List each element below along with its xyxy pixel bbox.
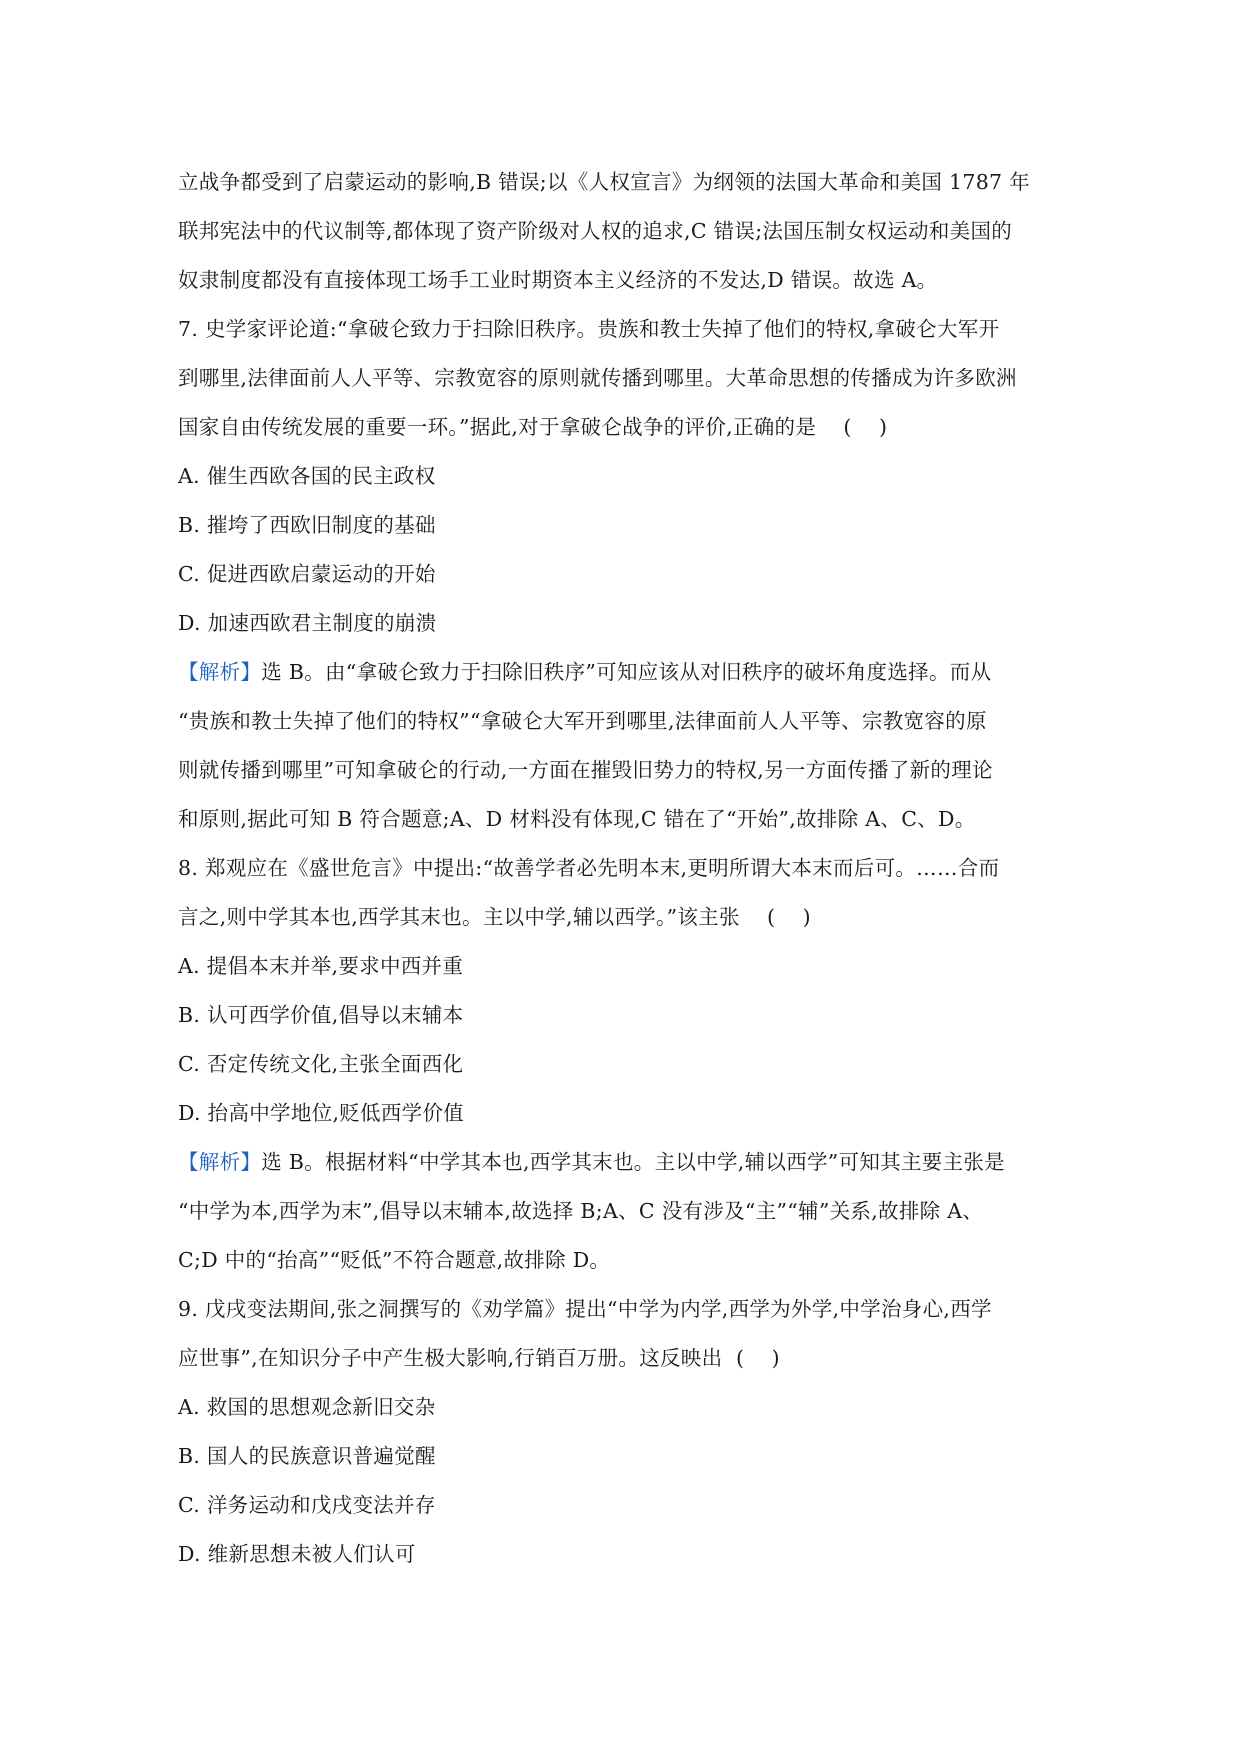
analysis-line: “贵族和教士失掉了他们的特权”“拿破仑大军开到哪里,法律面前人人平等、宗教宽容的原 xyxy=(178,709,987,733)
analysis-line: 则就传播到哪里”可知拿破仑的行动,一方面在摧毁旧势力的特权,另一方面传播了新的理论 xyxy=(178,758,993,782)
analysis-tag: 【解析】 xyxy=(178,1150,262,1174)
text-line: 奴隶制度都没有直接体现工场手工业时期资本主义经济的不发达,D 错误。故选 A。 xyxy=(178,268,938,292)
document-page xyxy=(178,158,1068,1579)
question-8-stem: 8. 郑观应在《盛世危言》中提出:“故善学者必先明本末,更明所谓大本末而后可。……合而 xyxy=(178,856,1000,880)
question-9-stem: 应世事”,在知识分子中产生极大影响,行销百万册。这反映出 ( ) xyxy=(178,1346,780,1370)
analysis-line xyxy=(178,1138,1068,1187)
question-7-stem: 到哪里,法律面前人人平等、宗教宽容的原则就传播到哪里。大革命思想的传播成为许多欧洲 xyxy=(178,366,1017,390)
analysis-line: C;D 中的“抬高”“贬低”不符合题意,故排除 D。 xyxy=(178,1248,611,1272)
option-c: C. 否定传统文化,主张全面西化 xyxy=(178,1052,464,1076)
text-line: 联邦宪法中的代议制等,都体现了资产阶级对人权的追求,C 错误;法国压制女权运动和美国的 xyxy=(178,219,1013,243)
option-c: C. 洋务运动和戊戌变法并存 xyxy=(178,1493,436,1517)
question-7-stem: 国家自由传统发展的重要一环。”据此,对于拿破仑战争的评价,正确的是 ( ) xyxy=(178,415,888,439)
question-7-stem: 7. 史学家评论道:“拿破仑致力于扫除旧秩序。贵族和教士失掉了他们的特权,拿破仑大军开 xyxy=(178,317,1000,341)
question-8-stem: 言之,则中学其本也,西学其末也。主以中学,辅以西学。”该主张 ( ) xyxy=(178,905,811,929)
option-a: A. 救国的思想观念新旧交杂 xyxy=(178,1395,436,1419)
option-b: B. 摧垮了西欧旧制度的基础 xyxy=(178,513,436,537)
analysis-tag: 【解析】 xyxy=(178,660,262,684)
analysis-line xyxy=(178,648,1068,697)
analysis-text: 选 B。根据材料“中学其本也,西学其末也。主以中学,辅以西学”可知其主要主张是 xyxy=(261,1150,1005,1174)
analysis-text: 选 B。由“拿破仑致力于扫除旧秩序”可知应该从对旧秩序的破坏角度选择。而从 xyxy=(261,660,992,684)
question-9-stem: 9. 戊戌变法期间,张之洞撰写的《劝学篇》提出“中学为内学,西学为外学,中学治身心,西学 xyxy=(178,1297,992,1321)
option-b: B. 国人的民族意识普遍觉醒 xyxy=(178,1444,436,1468)
option-b: B. 认可西学价值,倡导以末辅本 xyxy=(178,1003,464,1027)
text-line: 立战争都受到了启蒙运动的影响,B 错误;以《人权宣言》为纲领的法国大革命和美国 1787 年 xyxy=(178,170,1031,194)
option-a: A. 催生西欧各国的民主政权 xyxy=(178,464,436,488)
option-d: D. 加速西欧君主制度的崩溃 xyxy=(178,611,437,635)
option-d: D. 维新思想未被人们认可 xyxy=(178,1542,416,1566)
option-d: D. 抬高中学地位,贬低西学价值 xyxy=(178,1101,465,1125)
analysis-line: “中学为本,西学为末”,倡导以末辅本,故选择 B;A、C 没有涉及“主”“辅”关系,故排除 A、 xyxy=(178,1199,984,1223)
option-c: C. 促进西欧启蒙运动的开始 xyxy=(178,562,436,586)
option-a: A. 提倡本末并举,要求中西并重 xyxy=(178,954,464,978)
analysis-line: 和原则,据此可知 B 符合题意;A、D 材料没有体现,C 错在了“开始”,故排除 A、C、D。 xyxy=(178,807,976,831)
